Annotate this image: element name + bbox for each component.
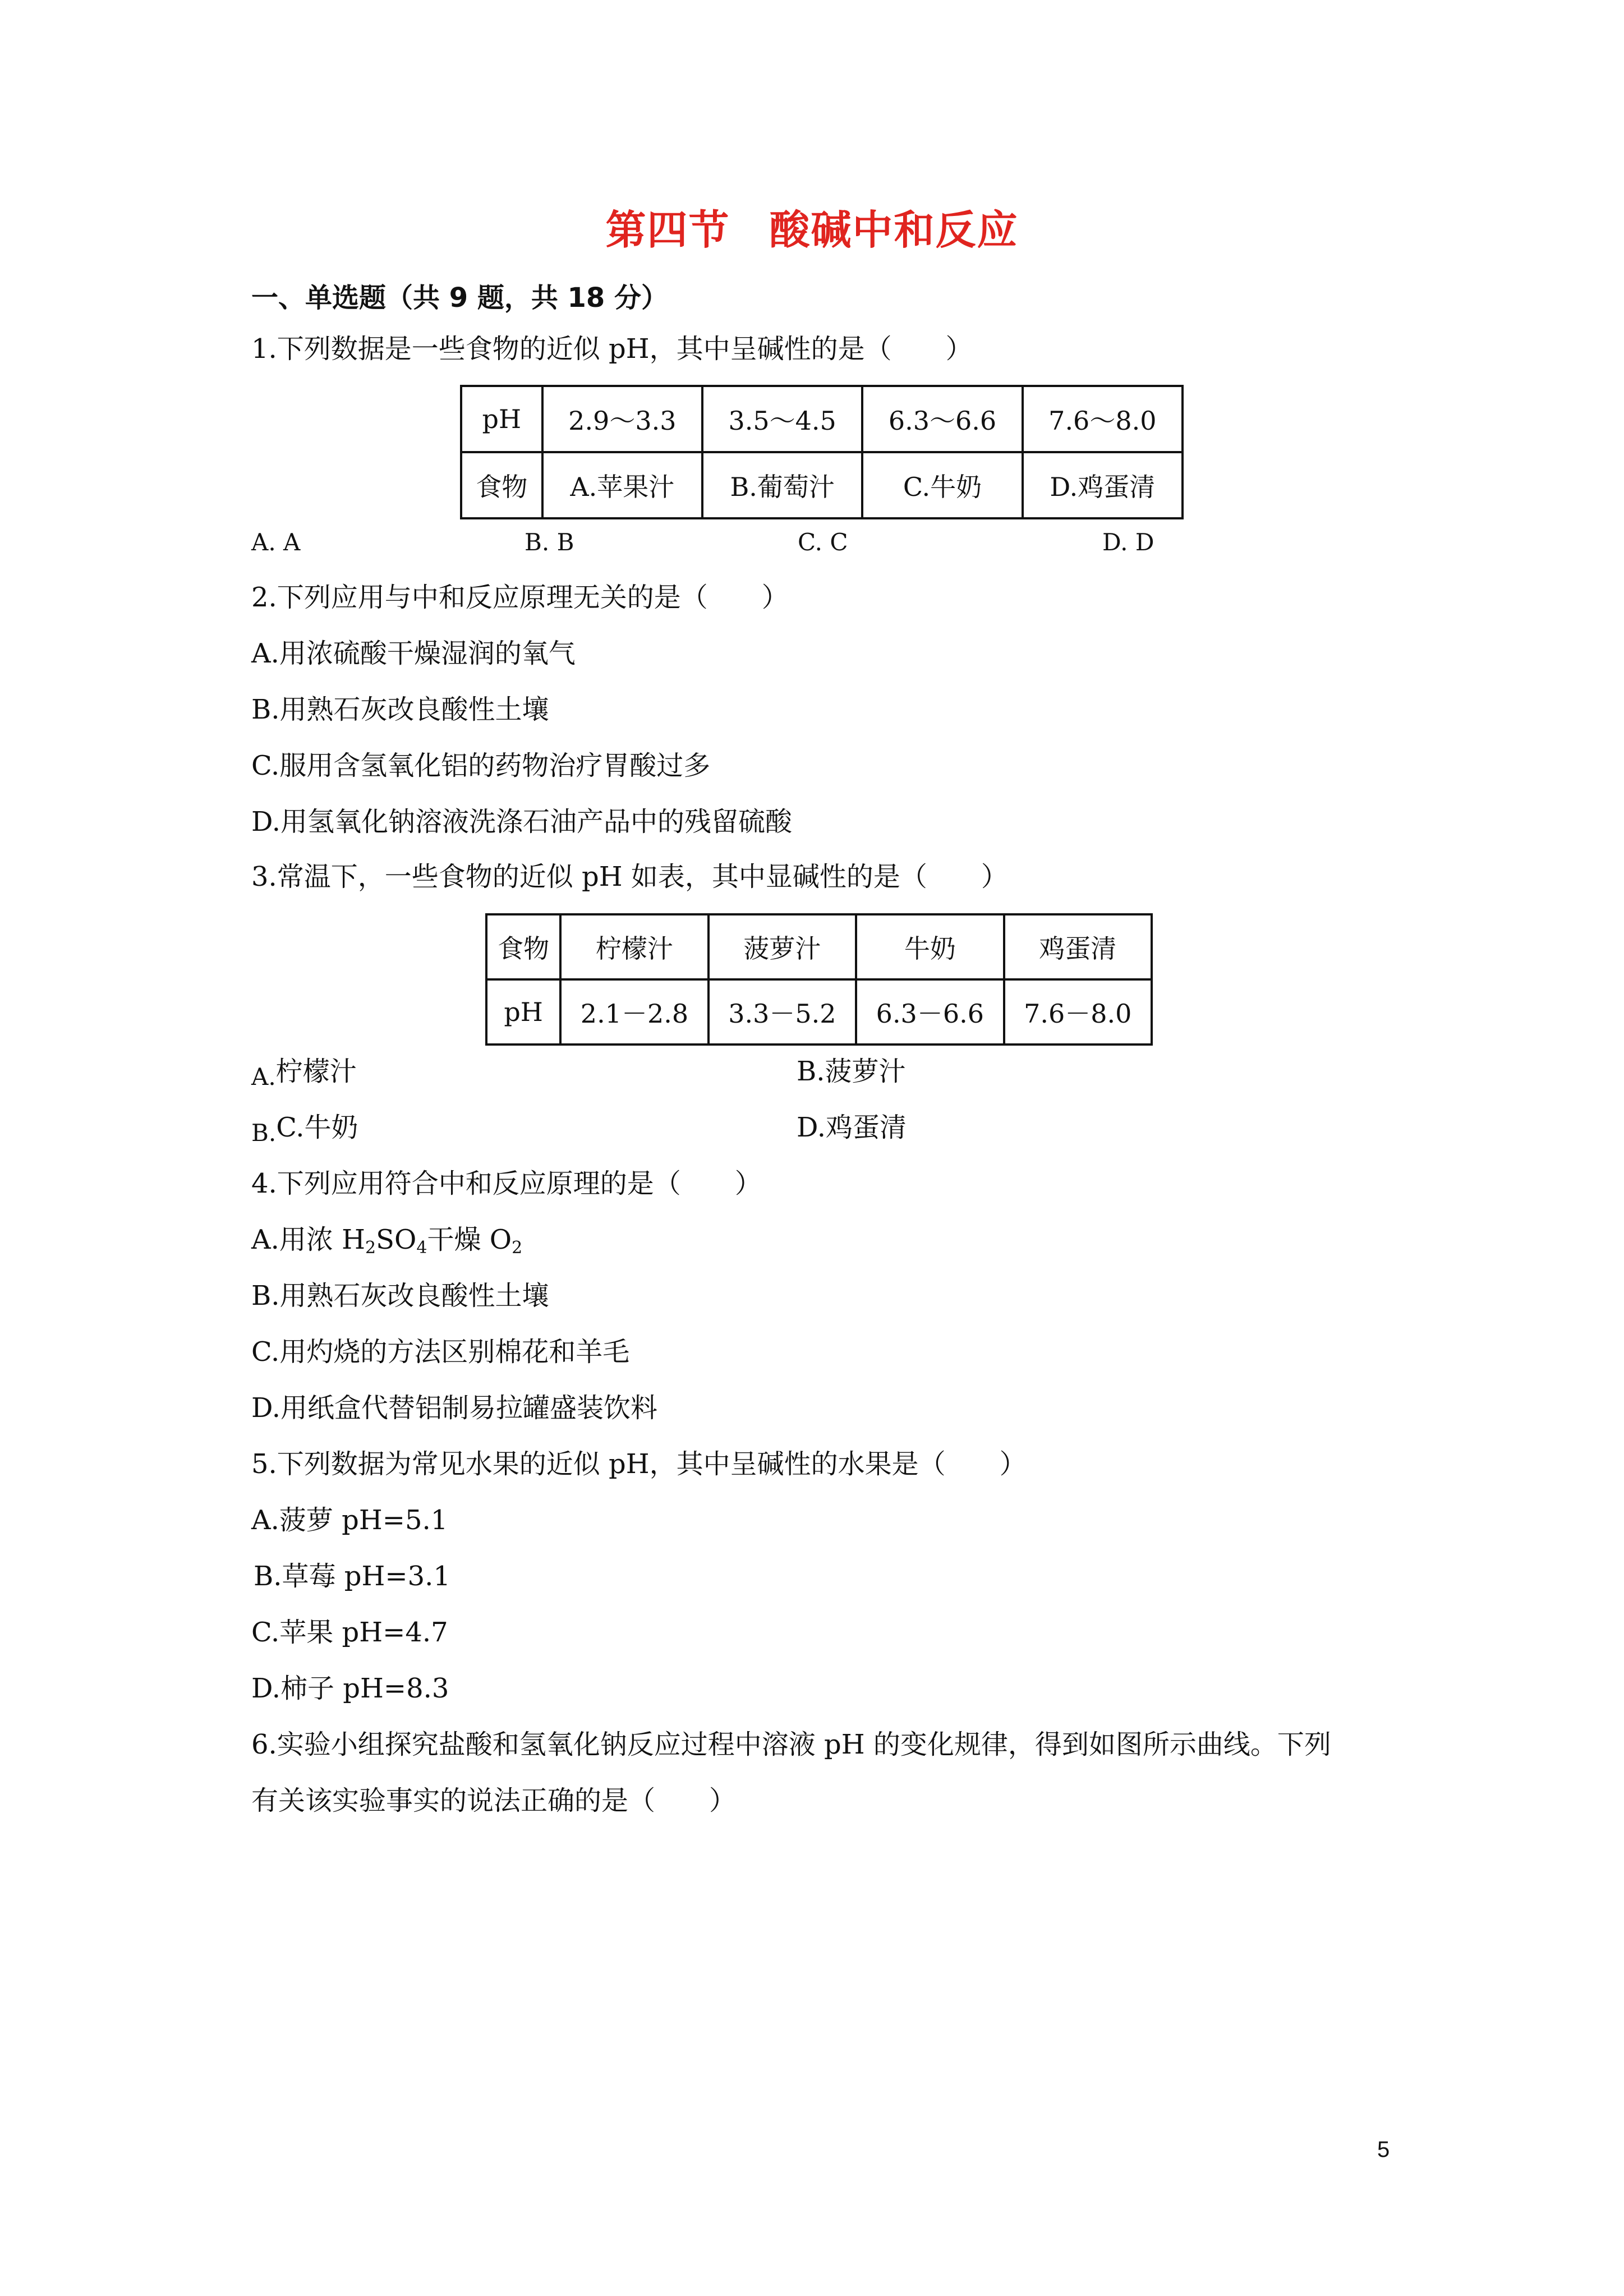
q1-stem: 1.下列数据是一些食物的近似 pH，其中呈碱性的是（ ） bbox=[251, 333, 973, 365]
q1-table-cell: 2.9～3.3 bbox=[542, 386, 702, 452]
q4-option-d: D.用纸盒代替铝制易拉罐盛装饮料 bbox=[251, 1392, 658, 1424]
q3-option-b: B.菠萝汁 bbox=[797, 1056, 906, 1087]
q3-table-cell: 食物 bbox=[486, 914, 560, 979]
q3-option-a-text: 柠檬汁 bbox=[275, 1056, 357, 1087]
page-number: 5 bbox=[1377, 2137, 1390, 2162]
q4-option-c: C.用灼烧的方法区别棉花和羊毛 bbox=[251, 1336, 630, 1368]
section-heading: 一、单选题（共 9 题，共 18 分） bbox=[251, 282, 669, 314]
q3-table-cell: 7.6－8.0 bbox=[1004, 979, 1152, 1045]
q1-table-cell: C.牛奶 bbox=[862, 452, 1022, 518]
q4-subscript: 2 bbox=[365, 1238, 376, 1258]
q5-option-b: B.草莓 pH=3.1 bbox=[254, 1561, 450, 1592]
q3-table-cell: 6.3－6.6 bbox=[856, 979, 1004, 1045]
q4-option-a bbox=[251, 1223, 522, 1265]
q3-table-cell: 鸡蛋清 bbox=[1004, 914, 1152, 979]
q1-table-cell: A.苹果汁 bbox=[542, 452, 702, 518]
q3-option-c-prefix: B. bbox=[251, 1119, 277, 1147]
q3-table-cell: 2.1－2.8 bbox=[560, 979, 708, 1045]
q1-table-cell: 7.6～8.0 bbox=[1023, 386, 1183, 452]
q6-stem-line2: 有关该实验事实的说法正确的是（ ） bbox=[251, 1785, 737, 1816]
q1-table-cell: 食物 bbox=[461, 452, 542, 518]
q1-table-cell: 3.5～4.5 bbox=[702, 386, 862, 452]
q3-option-d: D.鸡蛋清 bbox=[797, 1112, 907, 1143]
q3-table bbox=[485, 913, 1153, 1046]
q2-option-d: D.用氢氧化钠溶液洗涤石油产品中的残留硫酸 bbox=[251, 806, 793, 838]
title-topic: 酸碱中和反应 bbox=[769, 206, 1019, 254]
q1-option-b: B. B bbox=[525, 528, 574, 556]
q2-stem: 2.下列应用与中和反应原理无关的是（ ） bbox=[251, 582, 789, 613]
q1-table-cell: B.葡萄汁 bbox=[702, 452, 862, 518]
q3-option-a bbox=[251, 1055, 357, 1089]
q2-option-a: A.用浓硫酸干燥湿润的氧气 bbox=[251, 638, 576, 669]
q1-option-a: A. A bbox=[251, 528, 301, 556]
q1-table-cell: D.鸡蛋清 bbox=[1023, 452, 1183, 518]
q4-option-a-part: A.用浓 H bbox=[251, 1224, 366, 1255]
q1-table bbox=[460, 385, 1184, 519]
q3-option-a-prefix: A. bbox=[251, 1063, 276, 1091]
q1-table-cell: pH bbox=[461, 386, 542, 452]
q3-table-cell: 柠檬汁 bbox=[560, 914, 708, 979]
q3-table-cell: 牛奶 bbox=[856, 914, 1004, 979]
q5-option-c: C.苹果 pH=4.7 bbox=[251, 1617, 448, 1648]
q3-option-c bbox=[251, 1111, 358, 1145]
q4-option-b: B.用熟石灰改良酸性土壤 bbox=[251, 1280, 549, 1312]
q3-table-cell: pH bbox=[486, 979, 560, 1045]
q1-option-c: C. C bbox=[798, 528, 848, 556]
q4-option-a-part: SO bbox=[376, 1224, 417, 1255]
q4-subscript: 4 bbox=[416, 1238, 427, 1258]
q1-option-d: D. D bbox=[1102, 528, 1154, 556]
q4-stem: 4.下列应用符合中和反应原理的是（ ） bbox=[251, 1168, 762, 1199]
q6-stem-line1: 6.实验小组探究盐酸和氢氧化钠反应过程中溶液 pH 的变化规律，得到如图所示曲线。下列 bbox=[251, 1729, 1331, 1760]
q3-table-cell: 3.3－5.2 bbox=[709, 979, 856, 1045]
q2-option-c: C.服用含氢氧化铝的药物治疗胃酸过多 bbox=[251, 750, 711, 781]
q3-stem: 3.常温下，一些食物的近似 pH 如表，其中显碱性的是（ ） bbox=[251, 861, 1008, 892]
q3-option-c-text: C.牛奶 bbox=[276, 1112, 358, 1143]
title-section-number: 第四节 bbox=[605, 206, 730, 254]
q1-table-cell: 6.3～6.6 bbox=[862, 386, 1022, 452]
q4-option-a-part: 干燥 O bbox=[427, 1224, 512, 1255]
q5-option-a: A.菠萝 pH=5.1 bbox=[251, 1504, 448, 1536]
q4-subscript: 2 bbox=[512, 1238, 523, 1258]
q2-option-b: B.用熟石灰改良酸性土壤 bbox=[251, 694, 549, 725]
q3-table-cell: 菠萝汁 bbox=[709, 914, 856, 979]
q5-option-d: D.柿子 pH=8.3 bbox=[251, 1673, 449, 1704]
page-title bbox=[0, 197, 1624, 256]
q5-stem: 5.下列数据为常见水果的近似 pH，其中呈碱性的水果是（ ） bbox=[251, 1448, 1027, 1480]
